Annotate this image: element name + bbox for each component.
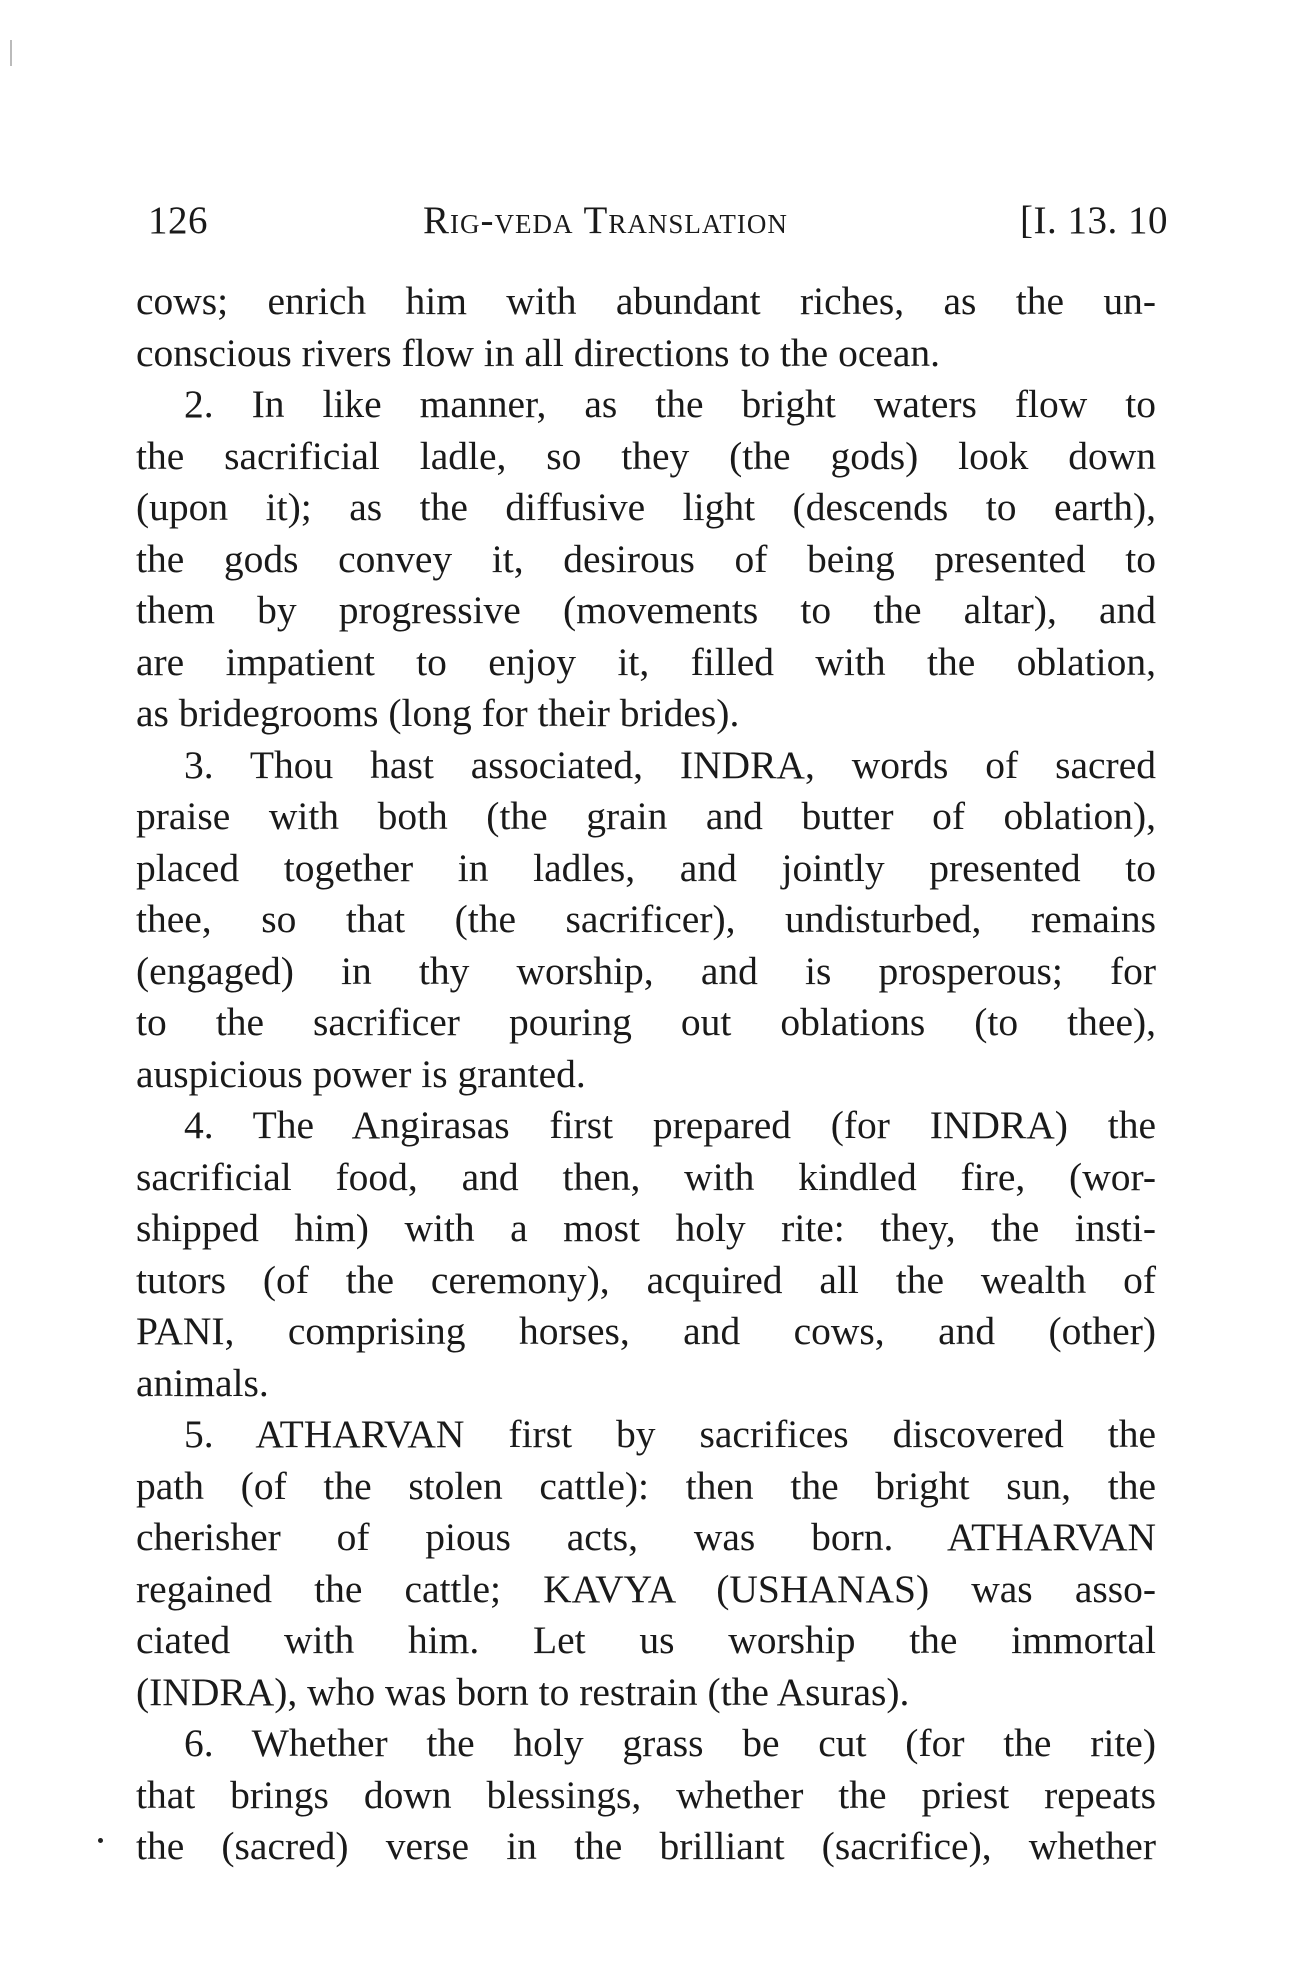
text-line: auspicious power is granted. — [136, 1051, 586, 1096]
text-line: to the sacrificer pouring out oblations (to thee), — [136, 1000, 1156, 1044]
text-line: the sacrificial ladle, so they (the gods) look down — [136, 433, 1156, 478]
text-line: tutors (of the ceremony), acquired all the wealth of — [136, 1257, 1156, 1302]
text-line: (engaged) in thy worship, and is prosperous; for — [136, 948, 1156, 993]
text-line: 6. Whether the holy grass be cut (for the rite) — [184, 1721, 1156, 1765]
text-line: 2. In like manner, as the bright waters flow to — [184, 382, 1156, 426]
text-line: cherisher of pious acts, was born. ATHARVAN — [136, 1515, 1156, 1559]
text-line: conscious rivers flow in all directions to the ocean. — [136, 330, 941, 375]
text-line: 4. The Angirasas first prepared (for INDRA) the — [184, 1103, 1156, 1147]
text-line: 5. ATHARVAN first by sacrifices discovered the — [184, 1412, 1156, 1456]
text-line: the (sacred) verse in the brilliant (sacrifice), whether — [136, 1824, 1156, 1868]
text-line: animals. — [136, 1360, 269, 1405]
text-line: placed together in ladles, and jointly presented to — [136, 845, 1156, 890]
page-number: 126 — [148, 199, 208, 242]
text-line: shipped him) with a most holy rite: they, the insti- — [136, 1206, 1156, 1250]
text-line: regained the cattle; KAVYA (USHANAS) was asso- — [136, 1566, 1156, 1611]
text-line: praise with both (the grain and butter of oblation), — [136, 794, 1156, 838]
text-line: them by progressive (movements to the altar), and — [136, 588, 1156, 632]
text-line: sacrificial food, and then, with kindled fire, (wor- — [136, 1154, 1156, 1199]
text-line: PANI, comprising horses, and cows, and (other) — [136, 1309, 1156, 1353]
text-line: as bridegrooms (long for their brides). — [136, 691, 740, 735]
text-line: are impatient to enjoy it, filled with the oblation, — [136, 639, 1156, 684]
text-line: (upon it); as the diffusive light (descends to earth), — [136, 485, 1156, 529]
text-line: thee, so that (the sacrificer), undisturbed, remains — [136, 897, 1156, 941]
text-line: (INDRA), who was born to restrain (the Asuras). — [136, 1669, 910, 1714]
running-title: Rig-veda Translation — [423, 199, 788, 242]
text-line: 3. Thou hast associated, INDRA, words of sacred — [184, 742, 1156, 787]
running-header — [148, 198, 1168, 258]
verse-reference: [I. 13. 10 — [1020, 199, 1168, 242]
margin-dot — [98, 1838, 103, 1843]
page-text — [136, 276, 1156, 1873]
scan-edge-mark — [10, 40, 12, 66]
text-line: ciated with him. Let us worship the immortal — [136, 1618, 1156, 1662]
text-line: the gods convey it, desirous of being presented to — [136, 536, 1156, 581]
text-line: path (of the stolen cattle): then the bright sun, the — [136, 1463, 1156, 1508]
text-line: that brings down blessings, whether the priest repeats — [136, 1772, 1156, 1817]
text-line: cows; enrich him with abundant riches, as the un- — [136, 279, 1156, 323]
